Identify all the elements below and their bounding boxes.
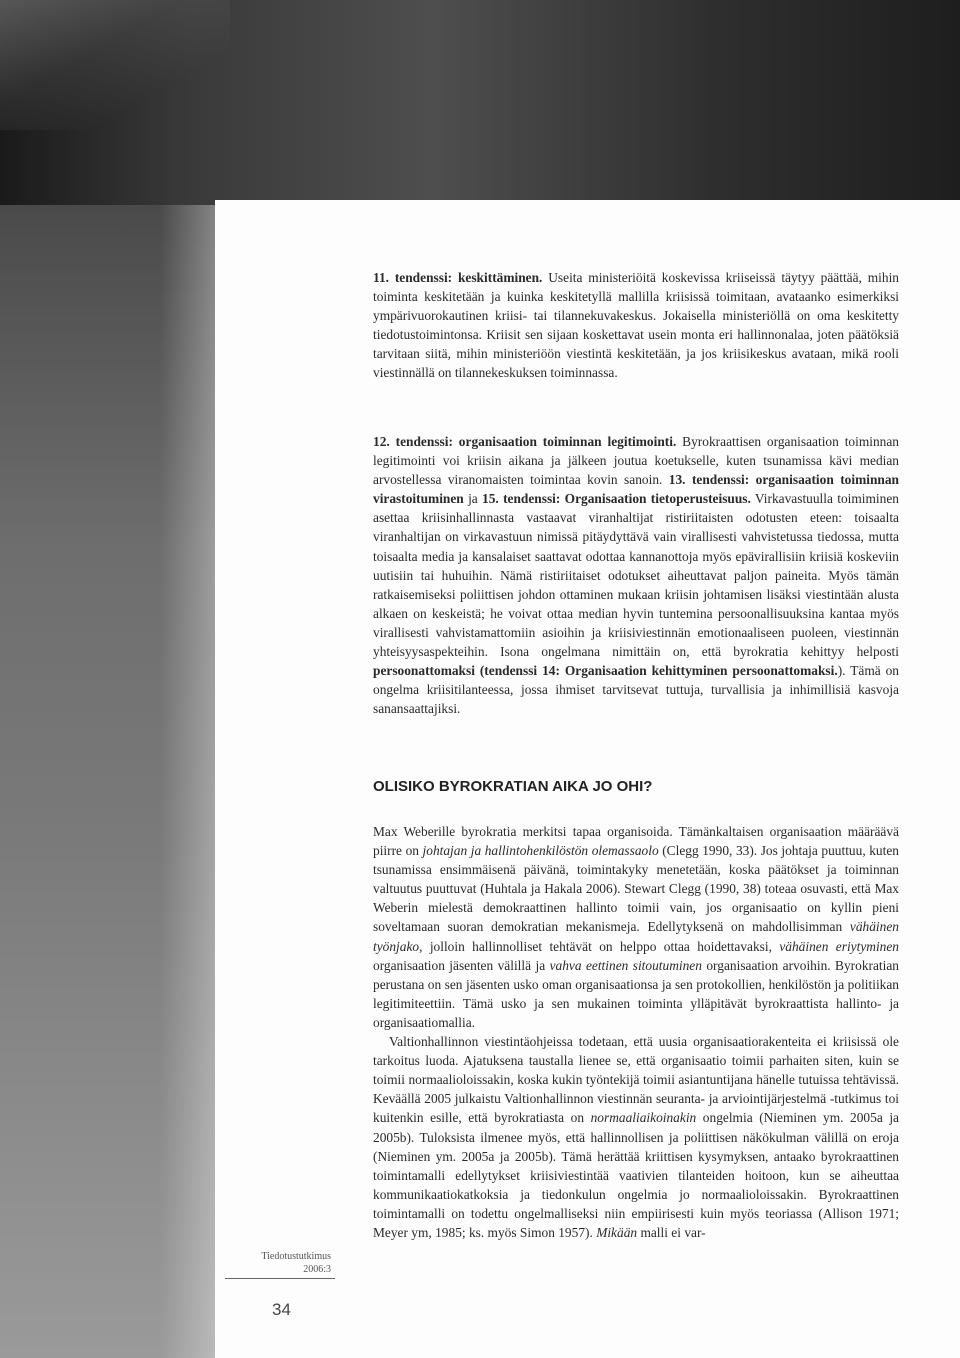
scan-background-top: [0, 0, 960, 205]
journal-footer: [215, 1240, 331, 1280]
tendency-15-text: Virkavastuulla toimiminen asettaa kriisinhallinnasta vastaavat viranhaltijat ristiriitaisten odotusten eteen: toisaalta viranhaltijan on virkavastuun nimissä pitäydyttävä vain virallisesti vahvistetussa tiedossa, mutta toisaalta media ja kansalaiset saattavat odottaa kannanottoja myös epävirallisiin kriisiä koskeviin uutisiin tai huhuihin. Nämä ristiriitaiset odotukset aiheuttavat paljon paineita. Myös tämän ratkaisemiseksi poliittisen johdon ottaminen mukaan kriisin johtamisen lisäksi viestintään alusta alkaen on keskeistä; he voivat ottaa median hyvin tuntemina persoonallisuuksina kantaa myös virallisesti vahvistamattomiin asioihin ja kriisiviestinnän emotionaaliseen puoleen, viestinnän yhteisyysaspekteihin. Isona ongelmana nimittäin on, että byrokratia kehittyy helposti: [373, 491, 899, 660]
tendency-12-text: Byrokraattisen organisaation toiminnan legitimointi voi kriisin aikana ja jälkeen joutua koetukselle, kuten tsunamissa kävi median arvostellessa viranomaisten toimintaa kovin sanoin.: [373, 434, 899, 488]
section-paragraph-2: Valtionhallinnon viestintäohjeissa todetaan, että uusia organisaatiorakenteita ei kriisissä ole tarkoitus luoda. Ajatuksena taustalla lienee se, että organisaatio toimii parhaiten siten, kuin se toimii normaalioloissakin, koska kukin työntekijä toimii asiantuntijana hänelle tutuissa tehtävissä. Keväällä 2005 julkaistu Valtionhallinnon viestinnän seuranta- ja arviointijärjestelmä -tutkimus toi kuitenkin esille, että byrokratiasta on normaaliaikoinakin ongelmia (Nieminen ym. 2005a ja 2005b). Tuloksista ilmenee myös, että hallinnollisen ja poliittisen näkökulman välillä on eroja (Nieminen ym. 2005a ja 2005b). Tämä herättää kriittisen kysymyksen, antaako byrokraattinen toimintamalli edellytykset kriisiviestintää vaativien tilanteiden hoitoon, kun se aiheuttaa kommunikaatiokatkoksia ja tiedonkulun ongelmia jo normaalioloissakin. Byrokraattinen toimintamalli on todettu ongelmalliseksi niin empiirisesti kuin myös teoriassa (Allison 1971; Meyer ym, 1985; ks. myös Simon 1957). Mikään malli ei var-: [373, 1034, 899, 1240]
section-heading: OLISIKO BYROKRATIAN AIKA JO OHI?: [373, 778, 653, 795]
section-body: [373, 822, 899, 1242]
tendency-14-text: ). Tämä on ongelma kriisitilanteessa, jossa ihmiset tarvitsevat tuttuja, turvallisia ja inhimillisiä kasvoja sanansaattajiksi.: [373, 663, 899, 717]
tendency-12-heading: 12. tendenssi: organisaation toiminnan legitimointi.: [373, 434, 677, 449]
tendency-13-heading: 13. tendenssi: organisaation toiminnan virastoituminen: [373, 472, 899, 507]
tendency-15-heading: 15. tendenssi: Organisaation tietoperusteisuus.: [482, 491, 751, 507]
page-number: 34: [272, 1300, 291, 1319]
journal-issue: 2006:3: [303, 1264, 331, 1275]
journal-name: Tiedotustutkimus: [261, 1251, 331, 1262]
scan-edge-shadow: [160, 205, 220, 1358]
paragraph-tendency-12: [373, 432, 899, 718]
section-paragraph-1: Max Weberille byrokratia merkitsi tapaa organisoida. Tämänkaltaisen organisaation määräävä piirre on johtajan ja hallintohenkilöstön olemassaolo (Clegg 1990, 33). Jos johtaja puuttuu, kuten tsunamissa ensimmäisenä päivänä, toimintakyky menetetään, koska päätökset ja toiminnan valtuutus puuttuvat (Huhtala ja Hakala 2006). Stewart Clegg (1990, 38) toteaa osuvasti, että Max Weberin mielestä demokraattinen hallinto toimii vain, jos organisaatio on kyllin pieni soveltamaan suoran demokratian mekanismeja. Edellytyksenä on mahdollisimman vähäinen työnjako, jolloin hallinnolliset tehtävät on helppo ottaa hoidettavaksi, vähäinen eriytyminen organisaation jäsenten välillä ja vahva eettinen sitoutuminen organisaation arvoihin. Byrokratian perustana on sen jäsenten usko oman organisaationsa ja sen protokollien, henkilöstön ja politiikan legitimiteettiin. Tämä usko ja sen mukainen toiminta ylläpitävät byrokraattista hallinto- ja organisaatiomallia.: [373, 824, 900, 1030]
tendency-14-heading: persoonattomaksi (tendenssi 14: Organisaation kehittyminen persoonattomaksi.: [373, 663, 838, 679]
tendency-11-text: Useita ministeriöitä koskevissa kriiseissä täytyy päättää, mihin toiminta keskitetään ja kuinka keskitetyllä mallilla kriisissä toimitaan, avataanko esimerkiksi ympärivuorokautinen kriisi- tai tilannekuvakeskus. Jokaisella ministeriöllä on oma keskitetty tiedotustoimintonsa. Kriisit sen sijaan koskettavat usein monta eri hallinnonalaa, joten päätöksiä tarvitaan siitä, mihin ministeriöön viestintä keskitetään, ja jos kriisikeskus avataan, mikä rooli viestinnällä on tilannekeskuksen toiminnassa.: [373, 270, 899, 381]
paragraph-tendency-11: [373, 268, 899, 383]
tendency-11-heading: 11. tendenssi: keskittäminen.: [373, 270, 543, 285]
footer-rule: [225, 1278, 335, 1279]
tendency-join-text: ja: [463, 491, 483, 507]
